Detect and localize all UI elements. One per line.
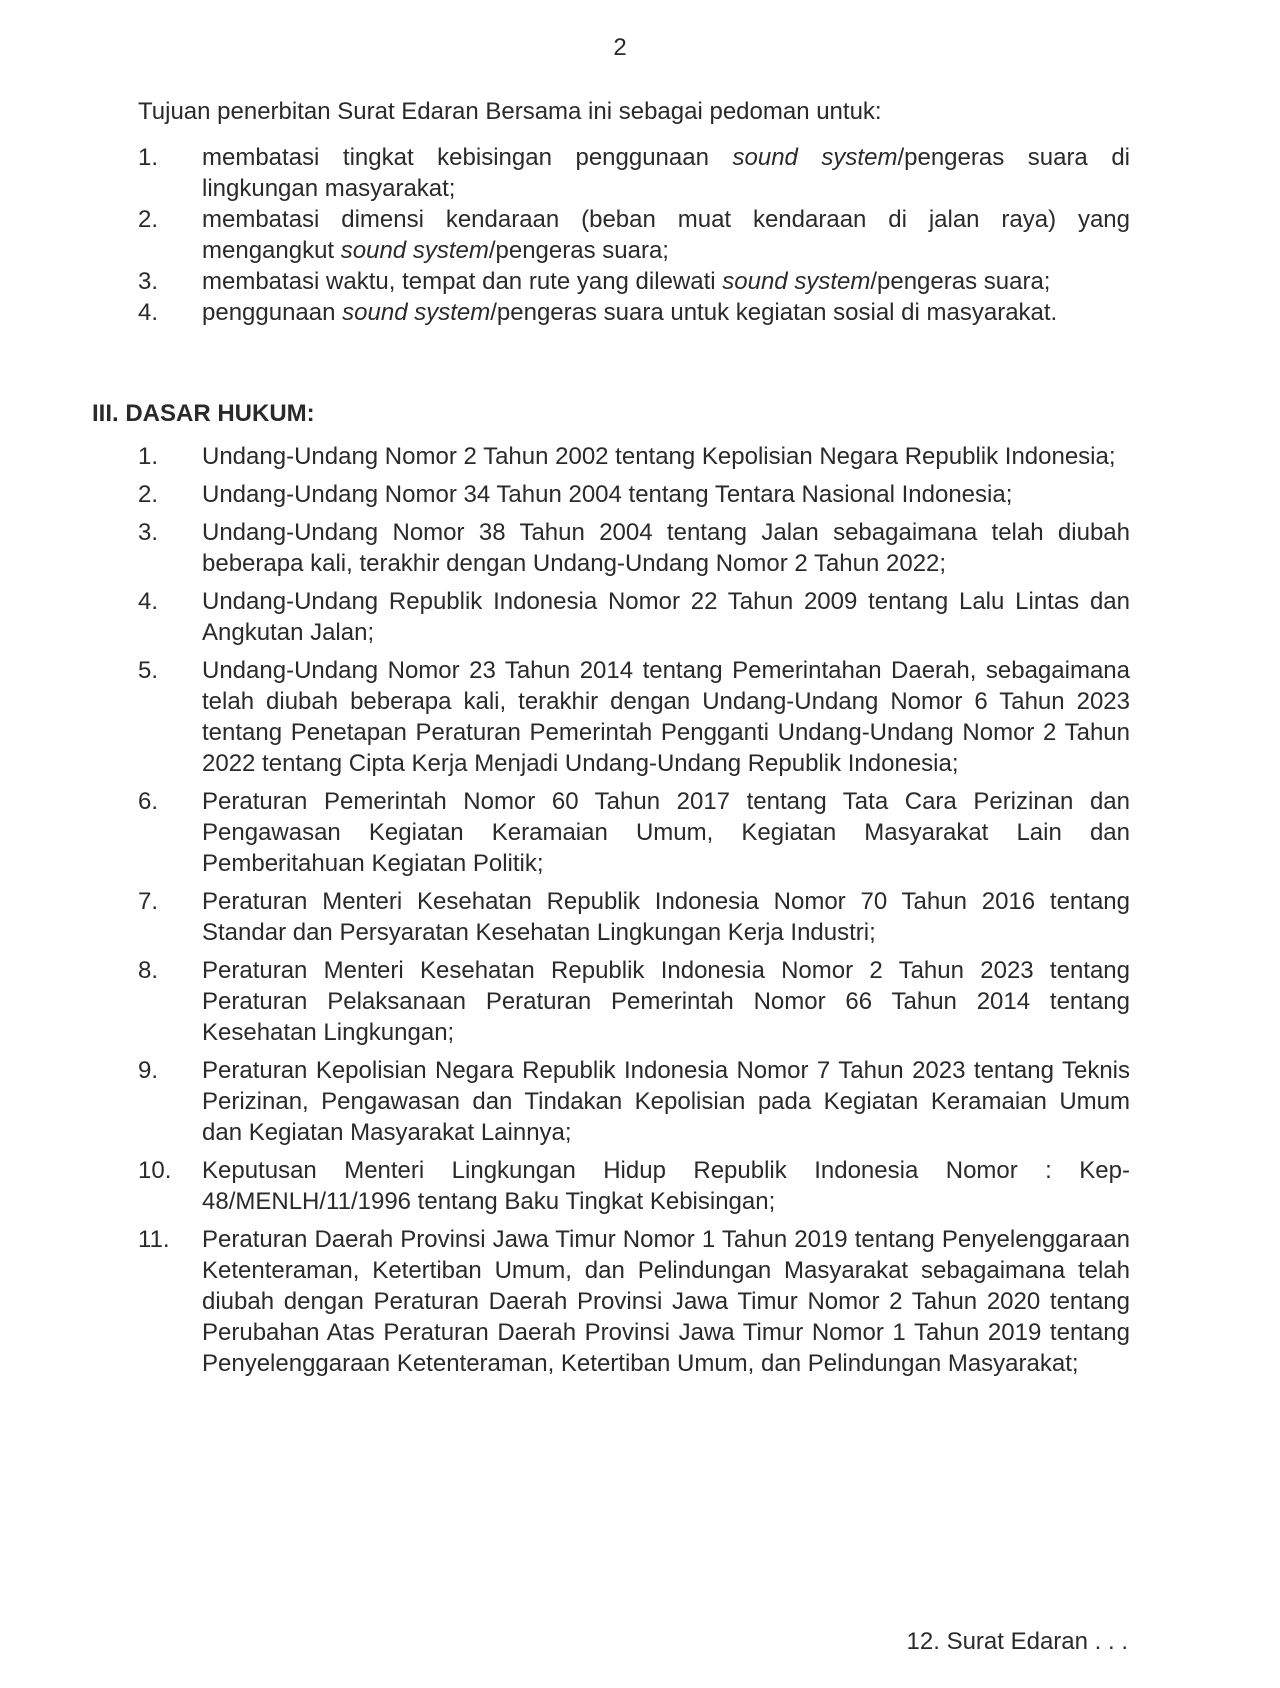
legal-basis-item: 5. Undang-Undang Nomor 23 Tahun 2014 tentang Pemerintahan Daerah, sebagaimana telah diubah beberapa kali, terakhir dengan Undang-Undang Nomor 6 Tahun 2023 tentang Penetapan Peraturan Pemerintah Pengganti Undang-Undang Nomor 2 Tahun 2022 tentang Cipta Kerja Menjadi Undang-Undang Republik Indonesia;	[138, 657, 1130, 777]
document-body	[92, 96, 1131, 1386]
legal-basis-item: 1. Undang-Undang Nomor 2 Tahun 2002 tentang Kepolisian Negara Republik Indonesia;	[138, 443, 1116, 470]
purpose-intro: Tujuan penerbitan Surat Edaran Bersama ini sebagai pedoman untuk:	[138, 98, 882, 125]
item-number: 2.	[138, 481, 159, 508]
item-number: 2.	[138, 206, 159, 233]
legal-basis-item: 10. Keputusan Menteri Lingkungan Hidup Republik Indonesia Nomor : Kep-48/MENLH/11/1996 tentang Baku Tingkat Kebisingan;	[138, 1157, 1130, 1215]
legal-basis-item: 7. Peraturan Menteri Kesehatan Republik Indonesia Nomor 70 Tahun 2016 tentang Standar dan Persyaratan Kesehatan Lingkungan Kerja Industri;	[138, 888, 1130, 946]
legal-basis-item: 2. Undang-Undang Nomor 34 Tahun 2004 tentang Tentara Nasional Indonesia;	[138, 481, 1013, 508]
item-number: 8.	[138, 957, 159, 984]
continuation-reference: 12. Surat Edaran . . .	[906, 1628, 1128, 1655]
page-number: 2	[613, 34, 627, 61]
legal-basis-item: 4. Undang-Undang Republik Indonesia Nomor 22 Tahun 2009 tentang Lalu Lintas dan Angkutan Jalan;	[138, 588, 1130, 646]
item-number: 1.	[138, 443, 159, 470]
item-number: 5.	[138, 657, 159, 684]
item-number: 3.	[138, 268, 159, 295]
legal-basis-item: 9. Peraturan Kepolisian Negara Republik Indonesia Nomor 7 Tahun 2023 tentang Teknis Perizinan, Pengawasan dan Tindakan Kepolisian pada Kegiatan Keramaian Umum dan Kegiatan Masyarakat Lainnya;	[138, 1057, 1130, 1146]
item-number: 4.	[138, 588, 159, 615]
legal-basis-item: 6. Peraturan Pemerintah Nomor 60 Tahun 2017 tentang Tata Cara Perizinan dan Pengawasan Kegiatan Keramaian Umum, Kegiatan Masyarakat Lain dan Pemberitahuan Kegiatan Politik;	[138, 788, 1130, 877]
item-number: 11.	[138, 1226, 170, 1253]
item-number: 9.	[138, 1057, 159, 1084]
item-number: 10.	[138, 1157, 172, 1184]
legal-basis-list	[138, 441, 1130, 1379]
section-heading: III. DASAR HUKUM:	[92, 400, 315, 427]
purpose-item: 1. membatasi tingkat kebisingan penggunaan sound system/pengeras suara di lingkungan masyarakat;	[138, 144, 1131, 202]
purpose-item: 4. penggunaan sound system/pengeras suara untuk kegiatan sosial di masyarakat.	[138, 299, 1058, 326]
item-number: 4.	[138, 299, 159, 326]
item-number: 6.	[138, 788, 159, 815]
purpose-item: 3. membatasi waktu, tempat dan rute yang dilewati sound system/pengeras suara;	[138, 268, 1051, 295]
item-number: 3.	[138, 519, 159, 546]
purpose-item: 2. membatasi dimensi kendaraan (beban muat kendaraan di jalan raya) yang mengangkut sound system/pengeras suara;	[138, 206, 1130, 264]
item-number: 7.	[138, 888, 159, 915]
legal-basis-item: 11. Peraturan Daerah Provinsi Jawa Timur Nomor 1 Tahun 2019 tentang Penyelenggaraan Ketenteraman, Ketertiban Umum, dan Pelindungan Masyarakat sebagaimana telah diubah dengan Peraturan Daerah Provinsi Jawa Timur Nomor 2 Tahun 2020 tentang Perubahan Atas Peraturan Daerah Provinsi Jawa Timur Nomor 1 Tahun 2019 tentang Penyelenggaraan Ketenteraman, Ketertiban Umum, dan Pelindungan Masyarakat;	[138, 1226, 1130, 1377]
item-number: 1.	[138, 144, 159, 171]
legal-basis-item: 8. Peraturan Menteri Kesehatan Republik Indonesia Nomor 2 Tahun 2023 tentang Peraturan Pelaksanaan Peraturan Pemerintah Nomor 66 Tahun 2014 tentang Kesehatan Lingkungan;	[138, 957, 1130, 1046]
legal-basis-item: 3. Undang-Undang Nomor 38 Tahun 2004 tentang Jalan sebagaimana telah diubah beberapa kali, terakhir dengan Undang-Undang Nomor 2 Tahun 2022;	[138, 519, 1130, 577]
purpose-list	[138, 142, 1130, 328]
